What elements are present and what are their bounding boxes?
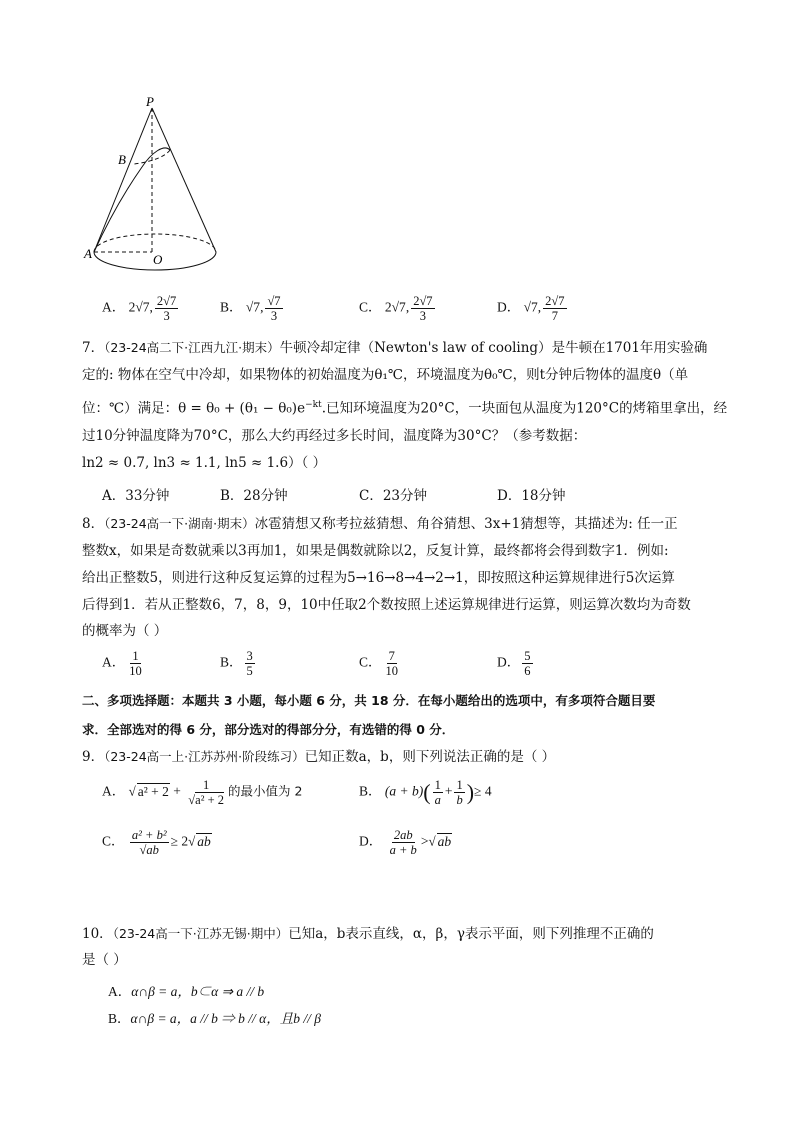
question-number: 7． bbox=[82, 340, 105, 356]
q10-option-a[interactable]: A．α∩β = a，b⊂α ⇒ a // b bbox=[108, 984, 265, 999]
q8-option-c[interactable]: C． $\frac{7}{10}$ bbox=[359, 649, 399, 678]
q8-option-b[interactable]: B． $\frac{3}{5}$ bbox=[220, 649, 253, 678]
cone-figure bbox=[80, 92, 220, 272]
q8-option-d[interactable]: D． $\frac{5}{6}$ bbox=[497, 649, 531, 678]
question-source: （23-24高一下·湖南·期末） bbox=[104, 516, 255, 531]
q9-option-c[interactable]: C． $\frac{\text{a² + b²}}{√ab}$ ≥ 2√ ab bbox=[102, 828, 211, 857]
question-number: 8． bbox=[82, 516, 105, 532]
q10-option-b[interactable]: B．α∩β = a，a // b ⇒ b // α，且b // β bbox=[108, 1011, 321, 1026]
question-text: 的概率为（ ） bbox=[82, 623, 168, 639]
label-B: B bbox=[118, 152, 126, 167]
question-text: 整数x，如果是奇数就乘以3再加1，如果是偶数就除以2，反复计算，最终都将会得到数字1．例如: bbox=[82, 543, 669, 559]
question-text: 位：℃）满足：θ = θ₀ + (θ₁ − θ₀)e bbox=[82, 400, 306, 417]
question-text: 是（ ） bbox=[82, 952, 127, 968]
question-source: （23-24高一下·江苏无锡·期中） bbox=[112, 926, 289, 941]
question-text: .已知环境温度为20°C，一块面包从温度为120°C的烤箱里拿出，经 bbox=[321, 400, 728, 417]
q6-option-b[interactable]: B． √7, $\frac{√7}{3}$ bbox=[220, 294, 281, 323]
question-source: （23-24高一上·江苏苏州·阶段练习） bbox=[104, 749, 305, 764]
label-O: O bbox=[153, 252, 163, 267]
exponent: −kt bbox=[305, 400, 322, 410]
question-text: 定的: 物体在空气中冷却，如果物体的初始温度为θ₁℃，环境温度为θ₀℃，则t分钟后物体的温度θ（单 bbox=[82, 367, 689, 383]
q9-option-b[interactable]: B． (a + b)( $\frac{1}{a}$ + $\frac{1}{b}$ )≥ 4 bbox=[359, 778, 492, 807]
spiral-path-front bbox=[94, 148, 170, 252]
q7-option-b[interactable]: B．28分钟 bbox=[220, 488, 288, 504]
cone-side-right bbox=[152, 108, 216, 252]
question-text: 冰雹猜想又称考拉兹猜想、角谷猜想、3x+1猜想等，其描述为: 任一正 bbox=[254, 516, 678, 532]
question-text: 已知a，b表示直线，α，β，γ表示平面，则下列推理不正确的 bbox=[288, 926, 654, 942]
q8-option-a[interactable]: A． $\frac{1}{10}$ bbox=[102, 649, 142, 678]
q7-option-c[interactable]: C．23分钟 bbox=[359, 488, 428, 504]
label-P: P bbox=[146, 94, 154, 109]
question-text: 给出正整数5，则进行这种反复运算的过程为5→16→8→4→2→1，即按照这种运算规律进行5次运算 bbox=[82, 570, 675, 586]
label-A: A bbox=[84, 246, 92, 261]
q9-option-a[interactable]: A． √ a² + 2 + $\frac{1}{\text{√a² + 2}}$ 的最小值为 2 bbox=[102, 778, 303, 807]
q6-option-a[interactable]: A． 2√7, $\frac{2√7}{3}$ bbox=[102, 294, 177, 323]
question-text: 后得到1．若从正整数6，7，8，9，10中任取2个数按照上述运算规律进行运算，则运算次数均为奇数 bbox=[82, 597, 691, 613]
q9-option-d[interactable]: D． $\frac{2ab}{a + b}$ >√ ab bbox=[359, 828, 452, 857]
q7-option-a[interactable]: A．33分钟 bbox=[102, 488, 170, 504]
question-source: （23-24高二下·江西九江·期末） bbox=[104, 340, 280, 355]
question-text: 已知正数a，b，则下列说法正确的是（ ） bbox=[304, 749, 556, 765]
question-number: 9． bbox=[82, 749, 105, 765]
question-text: 过10分钟温度降为70°C，那么大约再经过多长时间，温度降为30°C？（参考数据： bbox=[82, 428, 587, 444]
cone-side-left bbox=[94, 108, 152, 252]
q7-option-d[interactable]: D．18分钟 bbox=[497, 488, 566, 504]
q6-option-d[interactable]: D． √7, $\frac{2√7}{7}$ bbox=[497, 294, 565, 323]
q6-option-c[interactable]: C． 2√7, $\frac{2√7}{3}$ bbox=[359, 294, 433, 323]
question-text: 牛顿冷却定律（Newton's law of cooling）是牛顿在1701年用实验确 bbox=[279, 340, 708, 356]
cone-base-back bbox=[94, 234, 216, 252]
question-number: 10． bbox=[82, 926, 113, 942]
question-text: ln2 ≈ 0.7, ln3 ≈ 1.1, ln5 ≈ 1.6）（ ） bbox=[82, 455, 327, 471]
